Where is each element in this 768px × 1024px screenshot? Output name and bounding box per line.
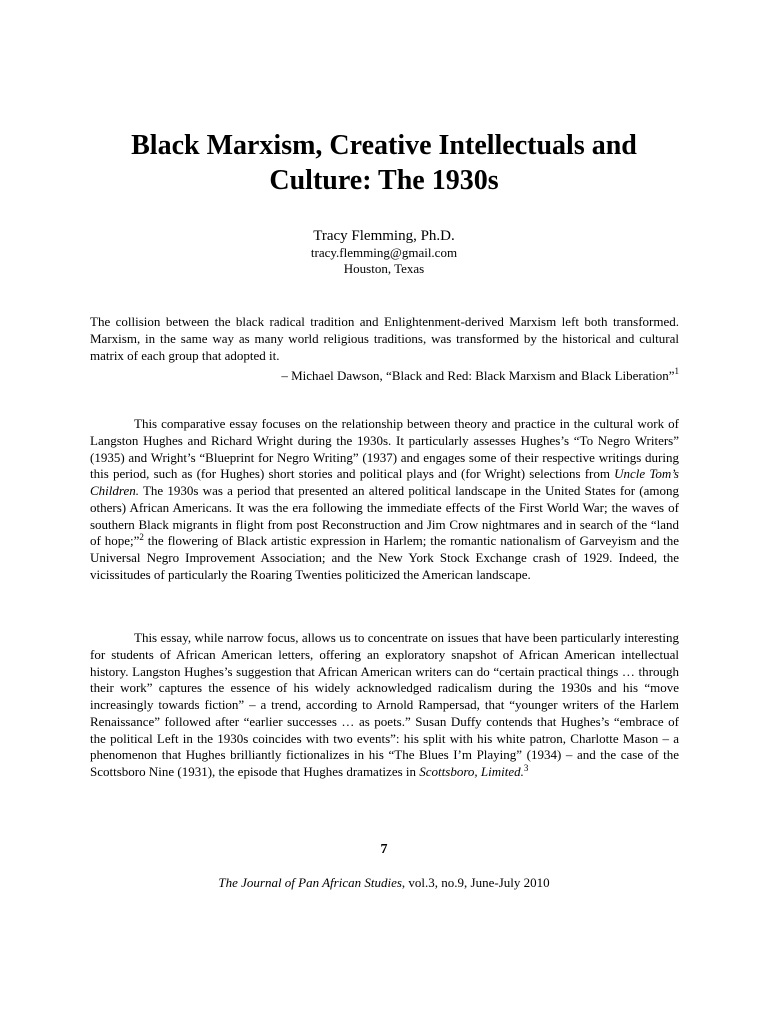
play-title-scottsboro-limited: Scottsboro, Limited.: [419, 764, 524, 779]
footnote-marker-1: 1: [674, 366, 679, 376]
author-email: tracy.flemming@gmail.com: [310, 245, 458, 260]
paragraph-1-text-b: The 1930s was a period that presented an altered political landscape in the United States for (among others) African Americans. It was the era following the immediate effects of the First World War; the waves of southern Black migrants in flight from post Reconstruction and Jim Crow nightmares and in search of the “land of hope;”: [90, 483, 679, 549]
footnote-marker-2: 2: [139, 532, 144, 543]
footnote-marker-3: 3: [523, 763, 529, 773]
author-block: [90, 227, 678, 277]
page-number: 7: [380, 842, 388, 857]
author-location: Houston, Texas: [343, 261, 425, 276]
paragraph-2-text-a: This essay, while narrow focus, allows us to concentrate on issues that have been particularly interesting for students of African American letters, offering an exploratory snapshot of African American intellectual history. Langston Hughes’s suggestion that African American writers can do “certain practical things … through their work” captures the essence of his widely acknowledged radicalism during the 1930s and his “move increasingly towards fiction” – a trend, according to Arnold Rampersad, that “younger writers of the Harlem Renaissance” followed after “earlier successes … as poets.” Susan Duffy contends that Hughes’s “embrace of the political Left in the 1930s coincides with two events”: his split with his white patron, Charlotte Mason – a phenomenon that Hughes brilliantly fictionalizes in his “The Blues I’m Playing” (1934) – and the case of the Scottsboro Nine (1931), the episode that Hughes dramatizes in: [90, 630, 679, 779]
article-title: Black Marxism, Creative Intellectuals and Culture: The 1930s: [131, 130, 637, 196]
journal-name: The Journal of Pan African Studies: [218, 875, 402, 890]
book-title-uncle-toms-children: Uncle Tom’s Children.: [90, 466, 679, 498]
journal-footer: [0, 875, 768, 891]
epigraph-attribution: [281, 367, 679, 384]
journal-details: , vol.3, no.9, June-July 2010: [401, 875, 550, 890]
body-paragraph-1: [90, 416, 679, 584]
body-paragraph-2: [90, 630, 679, 781]
paragraph-1-text-c: the flowering of Black artistic expression in Harlem; the romantic nationalism of Garveyism and the Universal Negro Improvement Association; and the New York Stock Exchange crash of 1929. Indeed, the vicissitudes of particularly the Roaring Twenties politicized the American landscape.: [90, 533, 679, 582]
epigraph-text: The collision between the black radical tradition and Enlightenment-derived Marxism left both transformed. Marxism, in the same way as many world religious traditions, was transformed by the historical and cultural matrix of each group that adopted it.: [90, 314, 679, 363]
epigraph-attribution-text: – Michael Dawson, “Black and Red: Black Marxism and Black Liberation”: [281, 368, 675, 383]
author-name: Tracy Flemming, Ph.D.: [313, 228, 455, 244]
paragraph-1-text-a: This comparative essay focuses on the relationship between theory and practice in the cultural work of Langston Hughes and Richard Wright during the 1930s. It particularly assesses Hughes’s “To Negro Writers” (1935) and Wright’s “Blueprint for Negro Writing” (1937) and engages some of their respective writings during this period, such as (for Hughes) short stories and political plays and (for Wright) selections from: [90, 416, 679, 482]
